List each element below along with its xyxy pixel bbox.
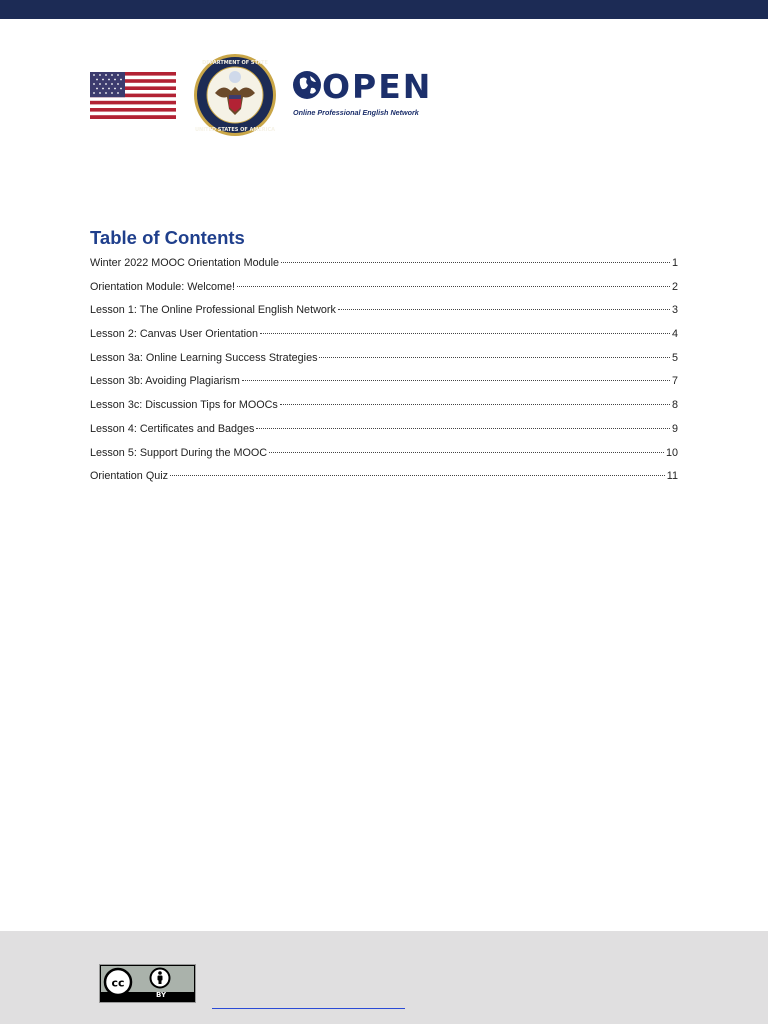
open-logo — [292, 66, 433, 121]
toc-entry-page-number: 1 — [671, 257, 678, 269]
open-wordmark: OPEN — [322, 67, 433, 106]
toc-dot-leader — [338, 308, 670, 310]
toc-entry[interactable] — [90, 469, 678, 493]
toc-dot-leader — [260, 332, 670, 334]
header-logos — [0, 0, 768, 150]
toc-entry-page-number: 11 — [666, 470, 678, 483]
toc-dot-leader — [319, 356, 670, 358]
toc-dot-leader — [170, 474, 665, 476]
toc-entry-page-number: 8 — [671, 399, 678, 412]
toc-entry-page-number: 4 — [671, 328, 678, 341]
toc-heading: Table of Contents — [90, 227, 245, 248]
toc-entry[interactable] — [90, 303, 678, 327]
toc-entry-label: Orientation Quiz — [90, 470, 169, 483]
toc-entry-page-number: 7 — [671, 375, 678, 388]
toc-dot-leader — [237, 285, 670, 287]
toc-entry-label: Lesson 5: Support During the MOOC — [90, 446, 268, 459]
toc-entry[interactable] — [90, 351, 678, 375]
attribution-person-icon — [149, 967, 171, 989]
seal-top-text: DEPARTMENT OF STATE — [202, 60, 268, 66]
table-of-contents — [90, 226, 678, 493]
toc-entry[interactable] — [90, 280, 678, 304]
toc-entry-label: Lesson 1: The Online Professional English Network — [90, 304, 336, 317]
toc-dot-leader — [256, 427, 670, 429]
toc-entry-page-number: 2 — [671, 280, 678, 293]
cc-by-label: BY — [156, 991, 167, 999]
globe-icon — [292, 70, 322, 100]
toc-entry-label: Lesson 3c: Discussion Tips for MOOCs — [90, 399, 278, 412]
toc-dot-leader — [281, 261, 670, 263]
open-tagline: Online Professional English Network — [293, 108, 419, 117]
toc-entry[interactable] — [90, 256, 678, 280]
toc-entry-page-number: 3 — [671, 304, 678, 317]
toc-entry-label: Lesson 3b: Avoiding Plagiarism — [90, 375, 240, 388]
creative-commons-icon — [103, 967, 133, 997]
toc-dot-leader — [280, 403, 670, 405]
page-footer — [0, 931, 768, 1024]
license-link[interactable] — [212, 1007, 405, 1009]
toc-entry-label: Lesson 4: Certificates and Badges — [90, 422, 255, 435]
toc-list — [90, 256, 678, 493]
toc-dot-leader — [269, 451, 664, 453]
cc-by-license-badge[interactable] — [99, 964, 196, 1003]
toc-entry[interactable] — [90, 327, 678, 351]
svg-text:cc: cc — [111, 976, 125, 990]
toc-entry-page-number: 5 — [671, 351, 678, 364]
seal-bottom-text: UNITED STATES OF AMERICA — [194, 127, 276, 133]
toc-entry-label: Winter 2022 MOOC Orientation Module — [90, 257, 280, 269]
us-flag-icon — [90, 72, 176, 119]
toc-entry[interactable] — [90, 446, 678, 470]
toc-entry-label: Lesson 2: Canvas User Orientation — [90, 328, 259, 341]
toc-dot-leader — [242, 379, 670, 381]
toc-entry-page-number: 9 — [671, 422, 678, 435]
toc-entry-page-number: 10 — [665, 446, 678, 459]
toc-entry[interactable] — [90, 398, 678, 422]
toc-entry-label: Lesson 3a: Online Learning Success Strategies — [90, 351, 318, 364]
toc-entry-label: Orientation Module: Welcome! — [90, 280, 236, 293]
toc-entry[interactable] — [90, 374, 678, 398]
toc-entry[interactable] — [90, 422, 678, 446]
department-of-state-seal-icon — [193, 53, 277, 137]
